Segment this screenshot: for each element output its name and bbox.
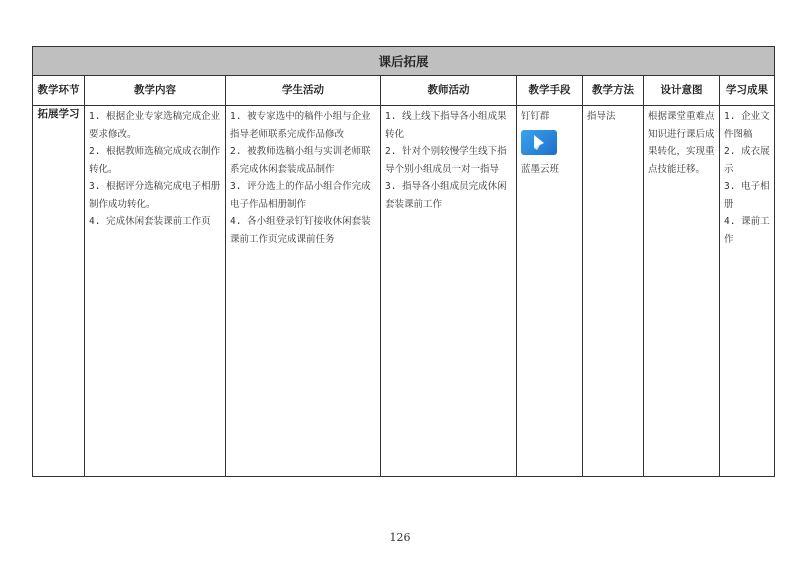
student-item: 3. 评分选上的作品小组合作完成电子作品相册制作 (230, 181, 371, 210)
header-means: 教学手段 (517, 76, 583, 106)
intent-cell (644, 106, 720, 477)
student-item: 2. 被教师选稿小组与实训老师联系完成休闲套装成品制作 (230, 146, 371, 175)
lanmo-cloud-class-app-icon (521, 130, 557, 155)
content-item: 2. 根据教师选稿完成成衣制作转化。 (89, 146, 221, 175)
header-intent: 设计意图 (644, 76, 720, 106)
header-outcomes: 学习成果 (720, 76, 775, 106)
means-cell (517, 106, 583, 477)
header-stage: 教学环节 (33, 76, 85, 106)
means-tool-lanmo: 蓝墨云班 (521, 163, 560, 175)
content-item: 3. 根据评分选稿完成电子相册制作成功转化。 (89, 181, 221, 210)
teacher-cell (381, 106, 517, 477)
lesson-plan-table (32, 46, 775, 477)
content-item: 1. 根据企业专家选稿完成企业要求修改。 (89, 111, 221, 140)
teacher-item: 1. 线上线下指导各小组成果转化 (385, 111, 507, 140)
outcome-item: 1. 企业文件图稿 (724, 111, 770, 140)
outcome-item: 3. 电子相册 (724, 181, 770, 210)
stage-cell (33, 106, 85, 477)
header-teacher-activity: 教师活动 (381, 76, 517, 106)
student-item: 1. 被专家选中的稿件小组与企业指导老师联系完成作品修改 (230, 111, 371, 140)
outcomes-cell (720, 106, 775, 477)
stage-label: 拓展学习 (37, 108, 80, 120)
student-cell (226, 106, 381, 477)
header-method: 教学方法 (583, 76, 644, 106)
header-student-activity: 学生活动 (226, 76, 381, 106)
method-text: 指导法 (587, 111, 616, 122)
outcome-item: 4. 课前工作 (724, 216, 770, 245)
means-tool-dingtalk: 钉钉群 (521, 111, 550, 122)
student-item: 4. 各小组登录钉钉接收休闲套装课前工作页完成课前任务 (230, 216, 371, 245)
intent-text: 根据课堂重难点知识进行课后成果转化，实现重点技能迁移。 (648, 111, 715, 175)
header-content: 教学内容 (85, 76, 226, 106)
teacher-item: 2. 针对个别较慢学生线下指导个别小组成员一对一指导 (385, 146, 507, 175)
method-cell (583, 106, 644, 477)
teacher-item: 3. 指导各小组成员完成休闲套装课前工作 (385, 181, 507, 210)
outcome-item: 2. 成衣展示 (724, 146, 770, 175)
page-number: 126 (389, 531, 411, 544)
content-item: 4. 完成休闲套装课前工作页 (89, 216, 211, 227)
content-cell (85, 106, 226, 477)
table-title: 课后拓展 (33, 47, 775, 76)
